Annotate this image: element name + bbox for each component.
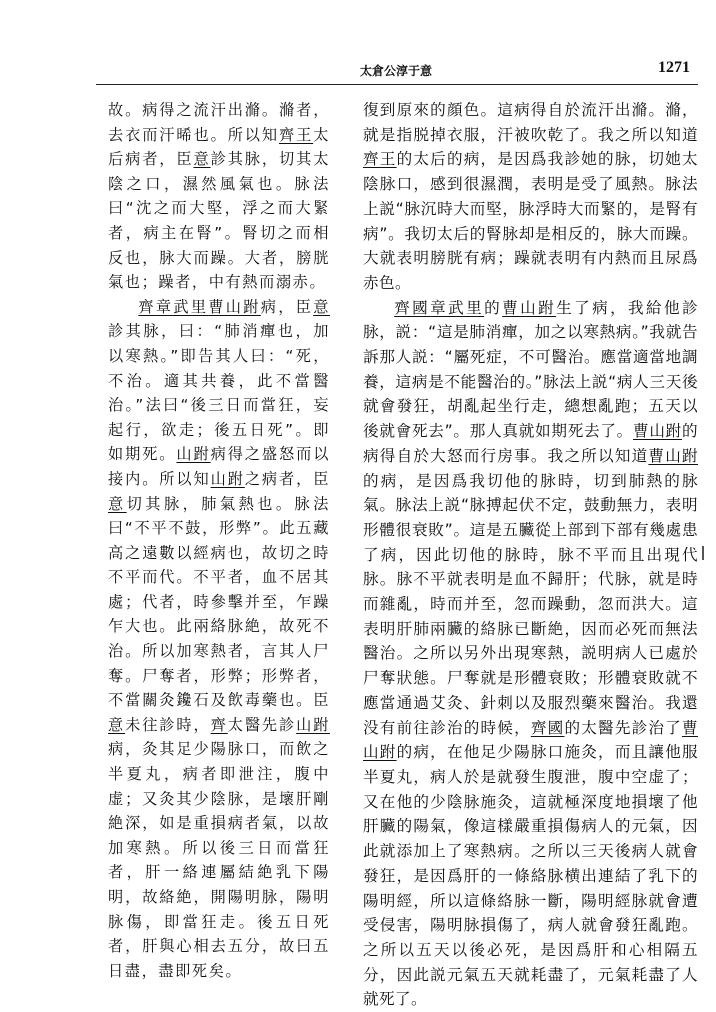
underlined-name: 曹山跗 bbox=[502, 298, 557, 317]
underlined-name: 齊王 bbox=[279, 125, 314, 144]
classical-paragraph-2 bbox=[108, 295, 330, 984]
text-run: 故。病得之流汗出滫。滫者，去衣而汗晞也。所以知 bbox=[108, 101, 330, 144]
text-run: 診其脉，切其太陰之口，濕然風氣也。脉法曰“沈之而大堅，浮之而大緊者，病主在腎”。腎切之而相反也，脉大而躁。大者，膀胱氣也；躁者，中有熱而溺赤。 bbox=[108, 150, 330, 292]
underlined-name: 意 bbox=[108, 494, 127, 513]
text-run: 復到原來的顔色。這病得自於流汗出滫。滫，就是指脱掉衣服，汗被吹乾了。我之所以知道 bbox=[363, 101, 698, 144]
underlined-name: 意 bbox=[193, 150, 211, 169]
underlined-name: 山跗 bbox=[296, 715, 331, 734]
text-run: 之病者，臣 bbox=[244, 469, 330, 488]
underlined-name: 齊 bbox=[210, 715, 228, 734]
underlined-name: 齊國 bbox=[394, 298, 431, 317]
classical-text-column bbox=[108, 98, 331, 980]
text-run: 的 bbox=[484, 298, 503, 317]
text-run: 的太醫先診治了 bbox=[564, 718, 682, 737]
underlined-name: 齊王 bbox=[363, 150, 397, 169]
margin-mark bbox=[702, 546, 704, 560]
text-run: 的病，在他足少陽脉口施灸，而且讓他服半夏丸，病人於是就發生腹泄，腹中空虚了；又在他的少陰脉施灸，這就極深度地損壞了他肝臟的陽氣，像這樣嚴重損傷病人的元氣，因此就添加上了寒熱病。之所以三天後病人就會發狂，是因爲肝的一條絡脉横出連結了乳下的陽明經，所以這條絡脉一斷，陽明經脉就會遭受侵害，陽明脉損傷了，病人就會發狂亂跑。之所以五天以後必死，是因爲肝和心相隔五分，因此説元氣五天就耗盡了，元氣耗盡了人就死了。 bbox=[363, 743, 698, 1009]
text-run: 的病得自於大怒而行房事。我之所以知道 bbox=[363, 422, 698, 465]
underlined-name: 章武里 bbox=[430, 298, 485, 317]
underlined-name: 齊 bbox=[138, 297, 156, 316]
translation-paragraph-2 bbox=[363, 296, 698, 1012]
text-run: 病，灸其足少陽脉口，而飲之半夏丸，病者即泄注，腹中虚；又灸其少陰脉，是壞肝剛絶深，如是重損病者氣，以故加寒熱。所以後三日而當狂者，肝一絡連屬結絶乳下陽明，故絡絶，開陽明脉，陽明脉傷，即當狂走。後五日死者，肝與心相去五分，故曰五日盡，盡即死矣。 bbox=[108, 740, 330, 980]
text-run: 切其脉，肺氣熱也。脉法曰“不平不鼓，形弊”。此五藏高之遠數以經病也，故切之時不平而代。不平者，血不居其處；代者，時參擊并至，乍躁乍大也。此兩絡脉絶，故死不治。所以加寒熱者，言其人尸奪。尸奪者，形弊；形弊者，不當關灸鑱石及飲毒藥也。臣 bbox=[108, 494, 330, 710]
running-title: 太倉公淳于意 bbox=[359, 64, 432, 78]
text-run: 太醫先診 bbox=[227, 715, 297, 734]
underlined-name: 曹山跗 bbox=[633, 422, 682, 441]
translation-paragraph-1 bbox=[363, 98, 698, 296]
underlined-name: 山跗 bbox=[210, 469, 245, 488]
underlined-name: 山跗 bbox=[176, 445, 211, 464]
underlined-name: 意 bbox=[313, 297, 330, 316]
text-run: 未往診時， bbox=[125, 715, 211, 734]
header-rule bbox=[96, 84, 698, 85]
text-run: 的太后的病，是因爲我診她的脉，切她太陰脉口，感到很濕潤，表明是受了風熱。脉法上説“脉沉時大而堅，脉浮時大而緊的，是腎有病”。我切太后的腎脉却是相反的，脉大而躁。大就表明膀胱有病；躁就表明有内熱而且尿爲赤色。 bbox=[363, 150, 698, 292]
translation-column bbox=[363, 98, 699, 1009]
text-run: 太后病者，臣 bbox=[108, 125, 330, 169]
page-number: 1271 bbox=[658, 59, 690, 76]
text-run: 病，臣 bbox=[260, 297, 314, 316]
classical-paragraph-1 bbox=[108, 98, 330, 295]
page-header bbox=[96, 59, 696, 82]
underlined-name: 曹山跗 bbox=[208, 297, 261, 316]
text-run: 的病，是因爲我切他的脉時，切到肺熱的脉氣。脉法上説“脉搏起伏不定，鼓動無力，表明形體很衰敗”。這是五臟從上部到下部有幾處患了病，因此切他的脉時，脉不平而且出現代脉。脉不平就表明是血不歸肝；代脉，就是時而雜亂，時而并至，忽而躁動，忽而洪大。這表明肝肺兩臟的絡脉已斷絶，因而必死而無法醫治。之所以另外出現寒熱，説明病人已處於尸奪狀態。尸奪就是形體衰敗；形體衰敗就不應當通過艾灸、針刺以及服烈藥來醫治。我還没有前往診治的時候， bbox=[363, 471, 698, 737]
underlined-name: 曹山跗 bbox=[648, 446, 698, 465]
underlined-name: 曹山跗 bbox=[363, 718, 698, 762]
underlined-name: 章武里 bbox=[155, 297, 209, 316]
underlined-name: 齊國 bbox=[530, 718, 565, 737]
text-run: 病得之盛怒而以接内。所以知 bbox=[108, 445, 330, 488]
text-run: 生了病，我給他診脉，説：“這是肺消癉，加之以寒熱病。”我就告訴那人説：“屬死症，不可醫治。應當適當地調養，這病是不能醫治的。”脉法上説“病人三天後就會發狂，胡亂起坐行走，總想亂跑；五天以後就會死去”。那人真就如期死去了。 bbox=[363, 298, 699, 441]
text-run: 診其脉，曰：“肺消癉也，加以寒熱。”即告其人曰：“死，不治。適其共養，此不當醫治。”法曰“後三日而當狂，妄起行，欲走；後五日死”。即如期死。 bbox=[108, 322, 330, 464]
underlined-name: 意 bbox=[108, 715, 126, 734]
